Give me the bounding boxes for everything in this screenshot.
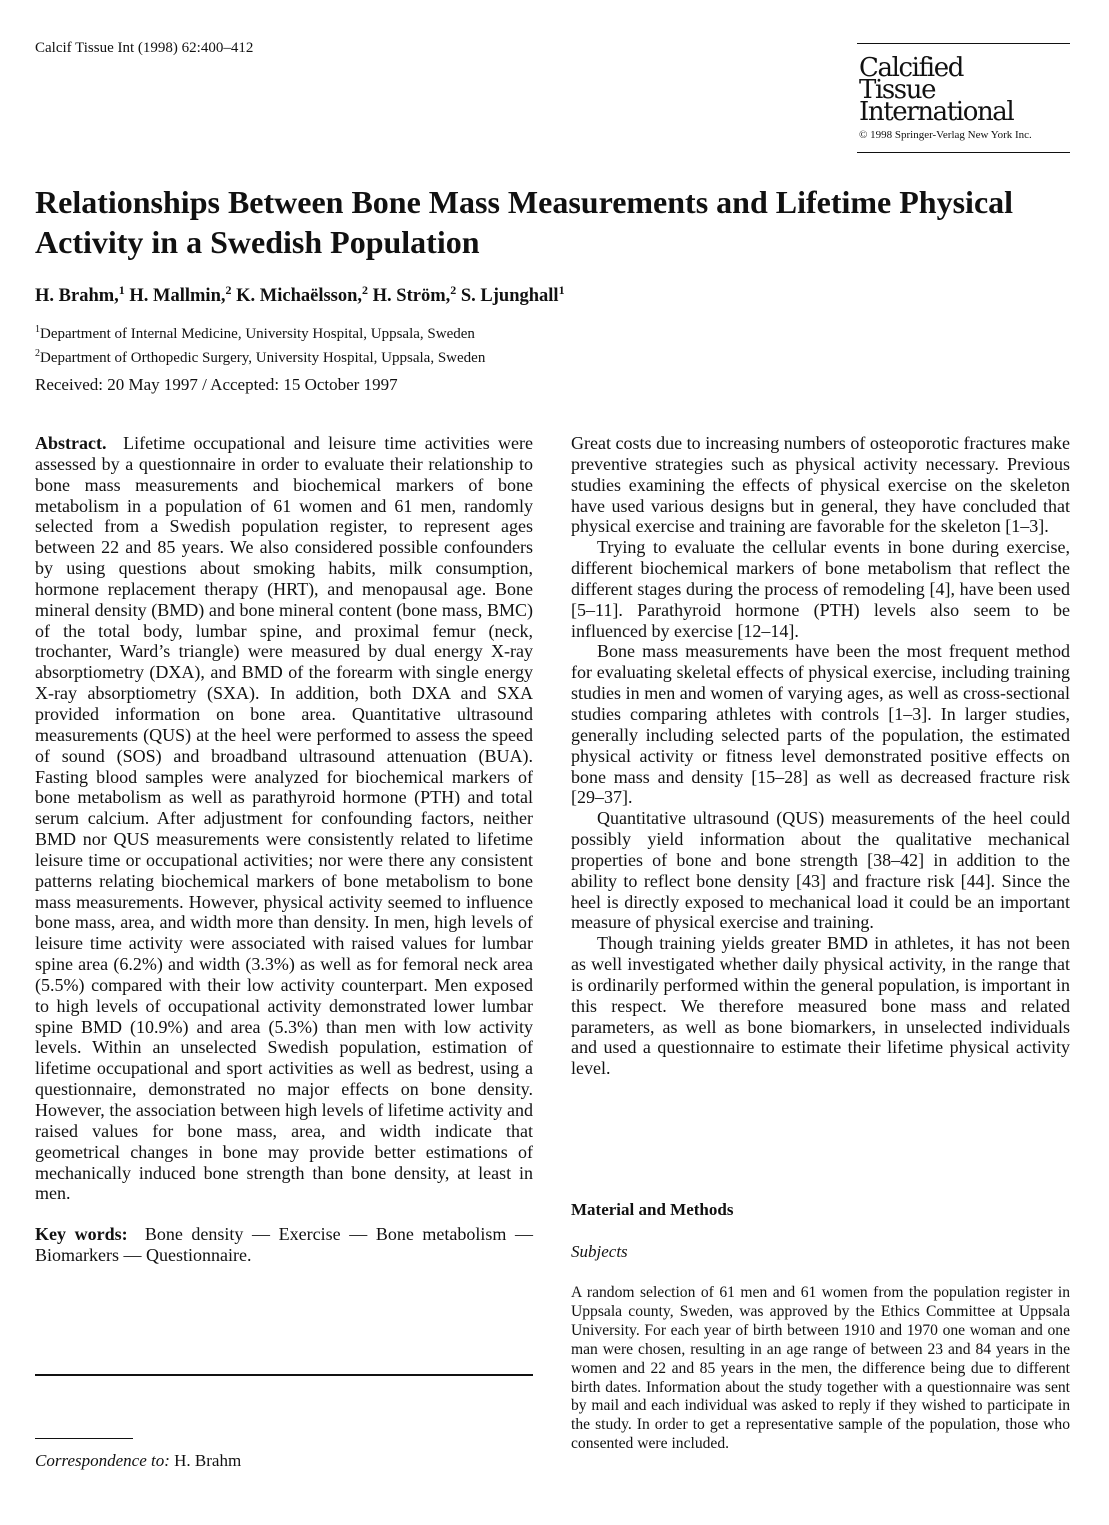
keywords	[35, 1224, 533, 1266]
footnote-divider	[35, 1438, 133, 1439]
author-name: H. Mallmin,	[129, 286, 226, 307]
logo-line-3: International	[859, 97, 1014, 127]
author-affiliation-mark: 2	[450, 283, 457, 297]
intro-paragraph: Bone mass measurements have been the most frequent method for evaluating skeletal effects of physical exercise, including training studies in men and women of varying ages, as well as cross-sectional studies comparing athletes with controls [1–3]. In larger studies, generally including selected parts of the population, the estimated physical activity or fitness level demonstrated positive effects on bone mass and density [15–28] as well as decreased fracture risk [29–37].	[571, 641, 1070, 808]
abstract-divider	[35, 1374, 533, 1376]
abstract-text: Lifetime occupational and leisure time activities were assessed by a questionnaire in order to evaluate their relationship to bone mass measurements and biochemical markers of bone metabolism in a population of 61 women and 61 men, randomly selected from a Swedish population register, to represent ages between 22 and 85 years. We also considered possible confounders by using questions about smoking habits, milk consumption, hormone replacement therapy (HRT), and menopausal age. Bone mineral density (BMD) and bone mineral content (bone mass, BMC) of the total body, lumbar spine, and proximal femur (neck, trochanter, Ward’s triangle) were measured by dual energy X-ray absorptiometry (DXA), and BMD of the forearm with single energy X-ray absorptiometry (SXA). In addition, both DXA and SXA provided information on bone area. Quantitative ultrasound measurements (QUS) at the heel were performed to assess the speed of sound (SOS) and broadband ultrasound attenuation (BUA). Fasting blood samples were analyzed for biochemical markers of bone metabolism as well as parathyroid hormone (PTH) and total serum calcium. After adjustment for confounding factors, neither BMD nor QUS measurements were consistently related to lifetime leisure time or occupational activities; nor were there any consistent patterns relating biochemical markers of bone metabolism to bone mass measurements. However, physical activity seemed to influence bone mass, area, and width more than density. In men, high levels of leisure time activity were associated with raised values for lumbar spine area (6.2%) and width (3.3%) as well as for femoral neck area (5.5%) compared with their low activity counterpart. Men exposed to high levels of occupational activity demonstrated lower lumbar spine BMD (10.9%) and area (5.3%) than men with low activity levels. Within an unselected Swedish population, estimation of lifetime occupational and sport activities as well as bedrest, using a questionnaire, demonstrated no major effects on bone density. However, the association between high levels of lifetime activity and raised values for bone mass, area, and width indicate that geometrical changes in bone may provide better estimations of mechanically induced bone strength than bone density, at least in men.	[35, 433, 534, 1204]
affiliation	[35, 320, 485, 344]
copyright-notice: © 1998 Springer-Verlag New York Inc.	[859, 129, 1032, 141]
author-affiliation-mark: 1	[558, 283, 565, 297]
affiliation-text: Department of Internal Medicine, University Hospital, Uppsala, Sweden	[40, 326, 475, 342]
journal-logo	[857, 43, 1070, 153]
author-list	[35, 283, 565, 307]
correspondence-footnote	[35, 1451, 241, 1471]
abstract	[35, 433, 533, 1204]
intro-paragraph: Though training yields greater BMD in athletes, it has not been as well investigated whether daily physical activity, in the range that is ordinarily performed within the general population, is important in this respect. We therefore measured bone mass and related parameters, as well as bone biomarkers, in unselected individuals and used a questionnaire to estimate their lifetime physical activity level.	[571, 933, 1070, 1079]
correspondence-name: H. Brahm	[174, 1451, 242, 1470]
abstract-label: Abstract.	[35, 433, 107, 453]
paper-title: Relationships Between Bone Mass Measurements and Lifetime Physical Activity in a Swedish Population	[35, 184, 1014, 260]
author-name: S. Ljunghall	[460, 286, 559, 307]
author-name: H. Brahm,	[35, 286, 119, 307]
logo-line-2: Tissue	[859, 75, 936, 105]
author-affiliation-mark: 2	[225, 283, 232, 297]
subsection-heading: Subjects	[571, 1242, 628, 1261]
correspondence-label: Correspondence to:	[35, 1451, 170, 1470]
affiliation-text: Department of Orthopedic Surgery, University Hospital, Uppsala, Sweden	[40, 350, 486, 366]
methods-paragraph: A random selection of 61 men and 61 women from the population register in Uppsala county, Sweden, was approved by the Ethics Committee at Uppsala University. For each year of birth between 1910 and 1970 one woman and one man were chosen, resulting in an age range of between 23 and 84 years in the women and 22 and 85 years in the men, the difference being due to different birth dates. Information about the study together with a questionnaire was sent by mail and each individual was asked to reply if they wished to participate in the study. In order to get a representative sample of the population, those who consented were included.	[571, 1284, 1070, 1453]
intro-paragraph: Quantitative ultrasound (QUS) measurements of the heel could possibly yield information about the qualitative mechanical properties of bone and bone strength [38–42] in addition to the ability to reflect bone density [43] and fracture risk [44]. Since the heel is directly exposed to mechanical load it could be an important measure of physical exercise and training.	[571, 808, 1070, 933]
affiliation-mark: 1	[35, 324, 40, 335]
author-affiliation-mark: 2	[362, 283, 369, 297]
intro-paragraph: Trying to evaluate the cellular events in bone during exercise, different biochemical markers of bone metabolism that reflect the different stages during the process of remodeling [4], have been used [5–11]. Parathyroid hormone (PTH) levels also seem to be influenced by exercise [12–14].	[571, 537, 1070, 641]
affiliation-mark: 2	[35, 348, 40, 359]
affiliation-list	[35, 320, 485, 368]
keywords-label: Key words:	[35, 1224, 128, 1245]
affiliation	[35, 344, 485, 368]
author-affiliation-mark: 1	[118, 283, 125, 297]
keywords-text: Bone density — Exercise — Bone metabolism — Biomarkers — Questionnaire.	[35, 1224, 534, 1266]
left-column	[35, 433, 533, 1266]
right-column	[571, 433, 1070, 1079]
intro-paragraph: Great costs due to increasing numbers of osteoporotic fractures make preventive strategies such as physical activity necessary. Previous studies examining the effects of physical exercise on the skeleton have used various designs but in general, they have concluded that physical exercise and training are favorable for the skeleton [1–3].	[571, 433, 1070, 537]
received-accepted-dates: Received: 20 May 1997 / Accepted: 15 October 1997	[35, 375, 398, 394]
author-name: K. Michaëlsson,	[236, 286, 363, 307]
author-name: H. Ström,	[372, 286, 451, 307]
journal-reference: Calcif Tissue Int (1998) 62:400–412	[35, 40, 254, 56]
logo-wordmark	[859, 53, 1014, 127]
logo-line-1: Calcified	[859, 53, 963, 83]
section-heading: Material and Methods	[571, 1200, 734, 1219]
